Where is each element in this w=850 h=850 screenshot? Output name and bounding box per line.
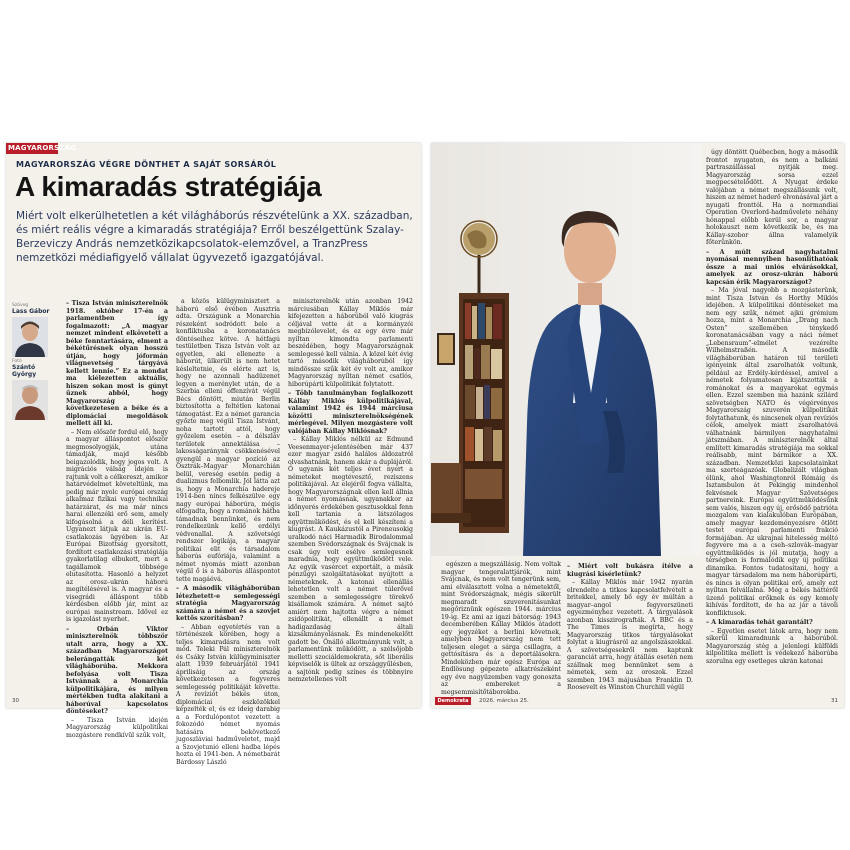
interview-question: – Miért volt bukásra ítélve a kiugrási kísérletünk? bbox=[567, 563, 693, 578]
left-page bbox=[6, 143, 421, 766]
interview-question: – A kimaradás tehát garantált? bbox=[706, 619, 813, 626]
page-number-right: 31 bbox=[831, 698, 838, 704]
interview-paragraph: miniszterelnök után azonban 1942 márciusában Kállay Miklós már kifejezetten a háborúból való kiugrás céljával vette át a kormányzói megbízólevelet, és ez egy évre már nyíltan kimondta parlamenti beszédében, hogy Magyarországnak semlegessé kell válnia. A közel két évig tartó második világháborúból így mindössze szűk két év volt az, amikor Magyarország nyíltan német csatlós, hiborúpárti külpolitikát folytatott. bbox=[288, 298, 413, 388]
magazine-brand: Demokrata bbox=[435, 697, 471, 705]
headline: A kimaradás stratégiája bbox=[15, 171, 322, 202]
interview-paragraph: – Nem először fordul elő, hogy a magyar álláspontot először megmosolyogják, utána támadják, majd később beigazolódik, hogy jogos volt. A migrációs válság idején is rajtunk volt a célkereszt, amikor határvédelmet követeltünk, ma pedig már nyolc európai ország alkalmaz fizikai vagy technikai határzárat, és ma már nincs harai ellenzéki erő sem, amely kifogásolná a déli kerítést. Ugyanezt látjuk az ukrán EU-csatlakozás ügyében is. Az Európai Bizottság gyorsított, fordított csatlakozási stratégiája gyakorlatilag elbukott, mert a tagállamok többsége elutasította. Hasonló a helyzet az orosz–ukrán háború megítélésével is. A magyar és a visegrádi álláspont több kérdésben előbb jár, mint az európai mainstream. Idővel ez is igazolást nyerhet. bbox=[66, 428, 169, 623]
interview-question: – Több tanulmányban foglalkozott Kállay Miklós külpolitikájával, valamint 1942 és 1944 márciusa közötti miniszterelnökségének mérlegével. Milyen mozgástere volt valójában Kállay Miklósnak? bbox=[288, 390, 413, 435]
interview-paragraph: – Egyetlen esetet látok arra, hogy nem sikerül kimaradnunk a háborúból. Magyarország stég a jelenlegi külföldi kilpolitika mellett is védekező háborúba szorulna egy esetleges ukrán katonai bbox=[706, 627, 838, 665]
right-column-3 bbox=[706, 149, 838, 689]
interviewer-portrait bbox=[12, 303, 58, 357]
left-column-1 bbox=[66, 298, 169, 739]
interview-paragraph: úgy döntött Québecben, hogy a második frontot nyugaton, és nem a balkáni partraszállással nyitják meg. Magyarország sorsa ezzel megpecsételődött. A Nyugat érdeke valójában a német megszállásunk volt, hiszen az német haderő elvonásával járt a nyugati fronttól. Ha a normandiai Operation Overlord-hadművelete néhány hónappal előbb kerül sor, a magyar holokauszt nem következik be, és ma Kállay-szobor állna valamelyik főterünkön. bbox=[706, 149, 838, 246]
photographer-portrait bbox=[12, 359, 58, 420]
interview-question: – Orbán Viktor miniszterelnök többször utalt arra, hogy a XX. században Magyarországot belerángatták két világháborúba. Mekkora befolyása volt Tisza Istvánnak a Monarchia külpolitikájára, és milyen mértékben tudta alakítani a háborúval kapcsolatos döntéseket? bbox=[66, 625, 168, 715]
interview-question: – A második világháborúban létezhetett-e semlegességi stratégia Magyarország számára a német és a szovjet kettős szorításban? bbox=[176, 585, 280, 622]
interview-question: – Tisza István miniszterelnök 1918. október 17-én a parlamentben így fogalmazott: „A magyar nemzet mindent elkövetett a béke fenntartására, elment a békétűrésnek olyan hosszú útján, hogy jóformán világnevetség tárgyává kellett lennie.” Ez a mondat ma kiélezetten aktuális, hiszen sokan most is gúnyt űznek abból, hogy Magyarország következetesen a béke és a diplomáciai megoldások mellett áll ki. bbox=[66, 300, 168, 427]
kicker: MAGYARORSZÁG VÉGRE DÖNTHET A SAJÁT SORSÁRÓL bbox=[16, 160, 277, 169]
interview-paragraph: – Tisza István idején Magyarország külpolitikai mozgástere rendkívül szűk volt, bbox=[66, 716, 168, 739]
right-column-2 bbox=[567, 561, 693, 691]
right-column-1 bbox=[441, 561, 561, 696]
interviewee-photo bbox=[431, 143, 701, 556]
photographer-photo bbox=[12, 380, 48, 420]
page-number-left: 30 bbox=[12, 698, 19, 704]
interviewer-photo bbox=[12, 317, 48, 357]
interview-paragraph: – Ma jóval nagyobb a mozgásterünk, mint Tisza István és Horthy Miklós idejében. A külpolitikai döntéseket ma nem egy szűk, német ajkú grémium hozza, mint a Monarchia „Drang nach Osten” szellemében ténykedő koronatanácsában vagy a náci német „Lebensraum”-elmélet vezérelte Wilhelmstraßén. A második világháborúban határon túl területi igényeink által zsarolhatók voltunk, például az Erdély-kérdéssel, amivel a németek folyamatosan kijátszották a románokat és a magyarokat egymás ellen. Ezzel szemben ma hazánk szilárd szövetségben NATO és végérvényes Magyarország szuverén külpolitikát folytathatunk, és nincsenek olyan revíziós célok, amelyek miatt zsarolhatóvá válhatnánk bármilyen nagyhatalmi játszmában. A miniszterelnök által említett kimaradás stratégiája ma sokkal reálisabb, mint bármikor a XX. században. Nemzetközi kapcsolatainkat ma szerteágazóak. Globalizált világban élünk, ahol Washingtonról Rómáig és Isztambulon át Pekingig mindenhol fekvésnek Magyar Szövetséges partnereink. Európai együttműködésünk sem valós, hiszen egy új, erősödő patrióta mozgalom van kialakulóban Európában, amely magyar kezdeményezésre ötlött testet európai parlamenti frakció formájában. Az ukrajnai hitelesség méltó fegyvere ma a a cseh–szlovák–magyar együttműködés is jól mutatja, hogy a térségben is formálódik egy új politikai dinamika. Fontos tudatosítani, hogy a magyar társadalom ma nem háborúpárti, és nincs is olyan politikai erő, amely ezt nyíltan felvállalná. Még a békés háttéről üzenő politikai erőknek és egy komoly kihívás fordított, de ha az jár a távoli konfliktusok. bbox=[706, 287, 838, 617]
interviewer-role: Szöveg bbox=[12, 303, 29, 308]
interview-paragraph: a közös külügyminisztert a háború első évében Ausztria adta. Országunk a Monarchia részeként sodródott bele a konfliktusba a koronatanács döntéseihez kötve. A hétfagú testületben Tisza István volt az egyetlen, aki ellenezte a háborút, ülkerült is nem hetet késleltetnie, és elérte azt is, hogy ne azonnali hadüzenet legyen a merénylet után, de a Szerbia elleni offenzívát végül Bécs döntött, miután Berlin biztosította a feltétlen katonai támogatást. Ez a német garancia győzte meg végül Tisza Istvánt, noha tartott attól, hogy győzelem esetén – a délszláv területek annektálása – lakosságaránynk csökkenésével gyengül a magyar pozíció az Osztrák–Magyar Monarchián belül, vereség esetén pedig a dualizmus felbomlik. Jól látta azt is, hogy a Monarchia hadereje 1914-ben nincs felkészülve egy nagy európai háborúra, mégis elfogadta, hogy a románok hátba támadnak bennünket, és nem rendelkezünk kellő erdélyi védvonallal. A szövetségi rendszer logikája, a magyar politikai elit és társadalom háborús eufóriája, valamint a német nyomás miatt azonban végül ő is a háborús álláspontot tette magáévá. bbox=[176, 298, 280, 583]
interview-paragraph: egészen a megszállásig. Nem voltak magyar tengeralattjárók, mint Svájcnak, és nem volt tengerünk sem, ami elválasztott volna a németektől, mint Svédországnak, mégis sikerült megmaradt szuverenitásunkat megőriznünk egészen 1944. március 19-ig. Ez ami az igazi bátorság: 1943 decemberében Kállay Miklós átadott egy jegyzéket a berlini követnek, amelyben Magyarország nem tett teljesen eleget a sárga csillagra, a gettósításra és a deportálásokra. Mindeközben már egész Európa az Endlösung gépezete alkatrészeként egy éve nagyüzemben vagy gonoszta az embereket a megsemmisítőtáborokba. bbox=[441, 561, 561, 696]
issue-date: 2026. március 25. bbox=[479, 698, 529, 704]
interview-paragraph: – Kállay Miklós már 1942 nyarán elrendelte a titkos kapcsolatfelvételt a britekkel, amely bő egy év múltán a magyar–angol fegyverszüneti egyezményhez vezetett. A tárgyalások azonban kisszirografták. A BBC és a The Times is megírta, hogy Magyarország titkos tárgyalásokat folytat a kiugrásról az angolszászokkal. A szövetségesekről nem kaptunk garanciát arra, hogy átállás esetén nem szállnak meg bennünket sem a németek, sem az oroszok. Ezzel szemben 1943 májusában Franklin D. Roosevelt és Winston Churchill végül bbox=[567, 579, 693, 691]
interview-question: – A múlt század nagyhatalmi nyomásai mennyiben hasonlíthatóak össze a mai uniós elvárásokkal, amelyek az orosz–ukrán háború kapcsán érik Magyarországot? bbox=[706, 248, 838, 286]
interview-paragraph: – Kállay Miklós nélkül az Edmund Veesenmayer-jelentésében már 437 ezer magyar zsidó halálos áldozatról olvashatnánk, hanem akár a duplájáról. Ő ugyanis két teljes évet nyert a németeket megtévesztő, reziszens politikájával. Az elejéről fogva vállalta, hogy Magyarországnak ellen kell állnia a német nyomásnak, ugyanakkor az időnyerés érdekében gesztusokkal fenn kell tartania a látszólagos együttműködést, és el kell készíteni a kiugrást. A Kaukázustól a Pireneusokig uralkodó náci Harmadik Birodalommal szemben Svédországnak és Svájcnak is csak úgy volt esélye semlegesnek maradnia, hogy együttműködött vele. Az egyik vasércet exportált, a másik pénzügyi szolgáltatásokat nyújtott a németeknek. A katonai ellenállás lehetetlen volt a német túlerővel szemben a semlegességre törekvő kisállamok számára. A német sajtó amiért nem hajtotta végre a német zsidópolitikát, ellenállt a német hadigazdaság általi kizsákmányolásnak. És mindenekelőtt gadott be. Önálló alkotmányunk volt, a parlamentünk működött, a szélsőjobb melletti szociáldemokrata, sőt liberális képviselők is ültek az országgyűlésben, a sajtónk pedig színes és többnyire nemzetellenes volt bbox=[288, 436, 413, 683]
photographer-name: Szántó György bbox=[12, 364, 37, 378]
right-page bbox=[431, 143, 844, 708]
left-column-2 bbox=[176, 298, 280, 766]
photographer-role: Fotó bbox=[12, 359, 22, 364]
lead-paragraph: Miért volt elkerülhetetlen a két világháborús részvételünk a XX. században, és miért reális végre a kimaradás stratégiája? Erről beszélgettünk Szalay-Berzeviczy András nemzetközikapcsolatok-elemzővel, a TranzPress nemzetközi médiafigyelő vállalat ügyvezető igazgatójával. bbox=[16, 210, 413, 264]
interview-paragraph: – Abban egyetértés van a történészek körében, hogy a teljes kimaradásra nem volt mód. Teleki Pál miniszterelnök és Csáky István külügyminiszter alatt 1939 februárjától 1941 áprilisáig az ország következetesen a fegyveres semlegesség politikáját követte. A revíziót békés úton, diplomáciai eszközökkel képzelték el, és ez ideig darabig a a Fordulópontot vezetett a fokozódó német nyomás hatására bekövetkező jugoszláviai hadműveletet, majd a Szovjetunió elleni hadba lépés hozta el 1941-ben. A németbarát Bárdossy László bbox=[176, 623, 280, 766]
section-label: MAGYARORSZÁG bbox=[8, 144, 77, 152]
interviewer-name: Lass Gábor bbox=[12, 308, 50, 315]
left-column-3 bbox=[288, 298, 413, 693]
